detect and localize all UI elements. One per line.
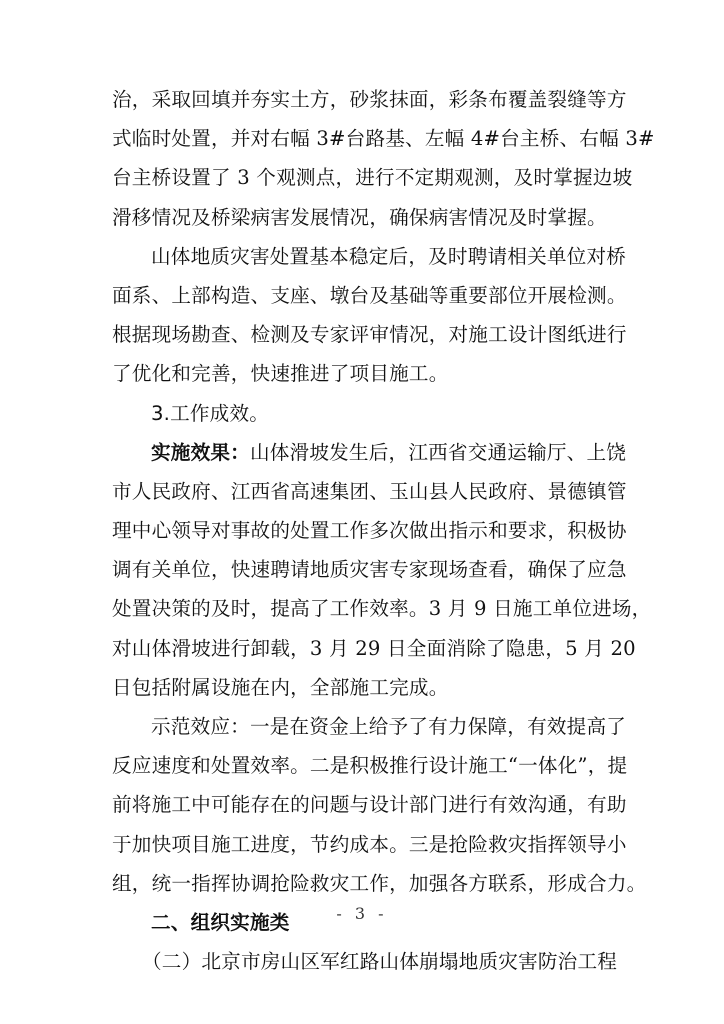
text-line: 面系、上部构造、支座、墩台及基础等重要部位开展检测。 (112, 283, 627, 307)
text-line: 根据现场勘查、检测及专家评审情况，对施工设计图纸进行 (112, 323, 627, 347)
implementation-effect-label: 实施效果： (151, 440, 250, 464)
text-line: 于加快项目施工进度，节约成本。三是抢险救灾指挥领导小 (112, 832, 627, 856)
text-line: 式临时处置，并对右幅 3#台路基、左幅 4#台主桥、右幅 3# (112, 127, 655, 151)
section-heading: 二、组织实施类 (151, 910, 290, 934)
text-line: 前将施工中可能存在的问题与设计部门进行有效沟通，有助 (112, 793, 627, 817)
text-line: 理中心领导对事故的处置工作多次做出指示和要求，积极协 (112, 519, 627, 543)
text-line: 调有关单位，快速聘请地质灾害专家现场查看，确保了应急 (112, 558, 627, 582)
text-line: 台主桥设置了 3 个观测点，进行不定期观测，及时掌握边坡 (112, 166, 633, 190)
text-line: 滑移情况及桥梁病害发展情况，确保病害情况及时掌握。 (112, 205, 607, 229)
results-heading: 3.工作成效。 (151, 401, 270, 425)
text-line: 处置决策的及时，提高了工作效率。3 月 9 日施工单位进场， (112, 597, 652, 621)
text-span: 一是在资金上给予了有力保障，有效提高了 (249, 715, 627, 738)
demonstration-effect-line (112, 713, 627, 741)
demonstration-effect-label: 示范效应： (151, 715, 250, 738)
text-line: 组，统一指挥协调抢险救灾工作，加强各方联系，形成合力。 (112, 871, 647, 895)
implementation-effect-line (112, 439, 627, 467)
text-span: 山体滑坡发生后，江西省交通运输厅、上饶 (249, 440, 627, 464)
text-line: 治，采取回填并夯实土方，砂浆抹面，彩条布覆盖裂缝等方 (112, 88, 627, 111)
page-number: - 3 - (336, 904, 388, 923)
body-text (112, 86, 655, 987)
text-line: 反应速度和处置效率。二是积极推行设计施工“一体化”，提 (112, 754, 628, 778)
case-heading: （二）北京市房山区军红路山体崩塌地质灾害防治工程 (142, 950, 618, 974)
text-line: 对山体滑坡进行卸载，3 月 29 日全面消除了隐患，5 月 20 (112, 636, 636, 660)
text-line: 日包括附属设施在内，全部施工完成。 (112, 675, 449, 699)
text-line: 山体地质灾害处置基本稳定后，及时聘请相关单位对桥 (151, 244, 627, 268)
text-line: 了优化和完善，快速推进了项目施工。 (112, 362, 449, 386)
text-line: 市人民政府、江西省高速集团、玉山县人民政府、景德镇管 (112, 479, 627, 503)
